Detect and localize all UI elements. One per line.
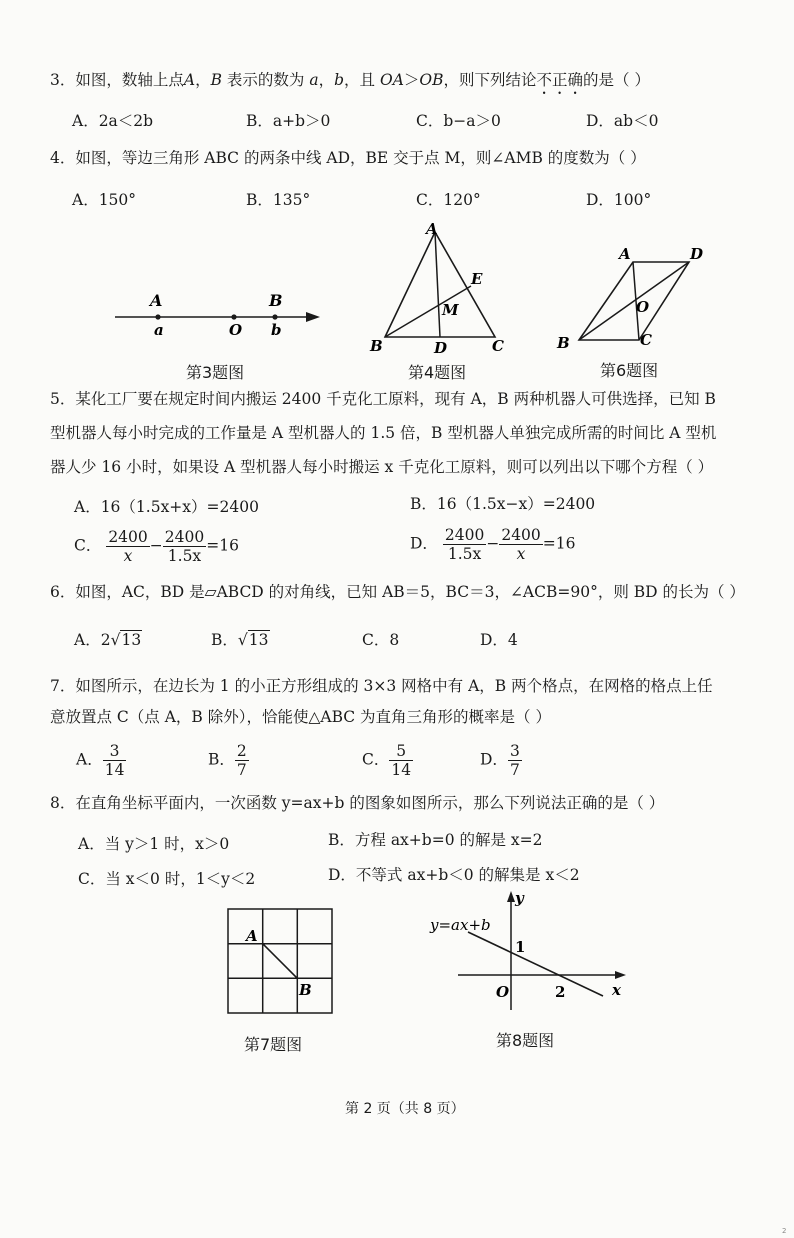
- q3-option-b: B．a+b＞0: [246, 112, 331, 130]
- fig3-label-A: A: [150, 291, 163, 310]
- fraction: $\frac{3}{7}$: [509, 742, 520, 779]
- point-b: [272, 314, 277, 319]
- fraction: $\frac{2400}{1.5x}$: [444, 526, 485, 563]
- q7-option-d: D． $\frac{3}{7}$: [480, 742, 520, 779]
- q5-line1: 5．某化工厂要在规定时间内搬运 2400 千克化工原料，现有 A，B 两种机器人可供选择，已知 B: [50, 390, 716, 408]
- q8-stem: 8．在直角坐标平面内，一次函数 y=ax+b 的图象如图所示，那么下列说法正确的是（ ）: [50, 794, 665, 812]
- fig8-tick-2: 2: [555, 983, 566, 1001]
- fig4-caption: 第4题图: [408, 363, 467, 382]
- function-line: [468, 932, 603, 996]
- fig8-graph: [420, 885, 630, 1015]
- q5-line3: 器人少 16 小时，如果设 A 型机器人每小时搬运 x 千克化工原料，则可以列出以下哪个方程（ ）: [50, 458, 714, 476]
- q4-option-c: C．120°: [416, 191, 481, 209]
- fig7-label-A: A: [246, 927, 258, 945]
- segment-ab: [263, 944, 298, 979]
- y-arrow-icon: [507, 891, 515, 902]
- fig3-label-a: a: [154, 321, 164, 339]
- q4-option-b: B．135°: [246, 191, 311, 209]
- fig4-label-B: B: [370, 337, 383, 355]
- fig8-tick-1: 1: [515, 938, 526, 956]
- q3-option-a: A．2a＜2b: [72, 112, 154, 130]
- fig4-label-D: D: [434, 339, 448, 357]
- arrow-head-icon: [306, 312, 320, 322]
- fig7-label-B: B: [299, 981, 312, 999]
- fig3-label-B: B: [269, 291, 283, 310]
- q5-option-a: A．16（1.5x+x）=2400: [74, 498, 259, 516]
- fig8-label-O: O: [496, 983, 510, 1001]
- fraction: $\frac{5}{14}$: [391, 742, 412, 779]
- fig6-caption: 第6题图: [600, 361, 659, 380]
- fig8-equation: y=ax+b: [430, 916, 491, 934]
- fig6-label-A: A: [619, 245, 631, 263]
- x-arrow-icon: [615, 971, 626, 979]
- q5-option-b: B．16（1.5x−x）=2400: [410, 495, 596, 513]
- q7-line2: 意放置点 C（点 A，B 除外），恰能使△ABC 为直角三角形的概率是（ ）: [50, 708, 551, 726]
- q8-option-b: B．方程 ax+b=0 的解是 x=2: [328, 831, 543, 849]
- q3-stem: 3．如图，数轴上点A，B 表示的数为 a，b，且 OA＞OB，则下列结论不正确的是（ ）: [50, 71, 650, 89]
- q7-option-b: B． $\frac{2}{7}$: [208, 742, 247, 779]
- q6-option-b: B．√13: [211, 631, 269, 649]
- fraction: $\frac{2}{7}$: [236, 742, 247, 779]
- fig6-label-C: C: [640, 331, 652, 349]
- q6-stem: 6．如图，AC，BD 是▱ABCD 的对角线，已知 AB＝5，BC＝3，∠ACB=90°，则 BD 的长为（ ）: [50, 583, 745, 601]
- median-ad: [435, 232, 440, 337]
- q5-option-d: D． $\frac{2400}{1.5x}$ − $\frac{2400}{x}$ =16: [410, 526, 576, 563]
- point-a: [155, 314, 160, 319]
- fraction: $\frac{2400}{1.5x}$: [164, 528, 205, 565]
- emphasis-text: 不正确: [536, 71, 584, 89]
- q3-option-c: C．b−a＞0: [416, 112, 501, 130]
- fig4-label-E: E: [471, 270, 483, 288]
- q4-option-a: A．150°: [72, 191, 137, 209]
- fraction: $\frac{2400}{x}$: [501, 526, 541, 563]
- fig7-grid: [220, 905, 340, 1020]
- corner-mark: 2: [782, 1227, 787, 1235]
- q6-option-c: C．8: [362, 631, 400, 649]
- q3-option-d: D．ab＜0: [586, 112, 659, 130]
- fig8-label-x: x: [612, 981, 621, 999]
- q8-option-d: D．不等式 ax+b＜0 的解集是 x＜2: [328, 866, 580, 884]
- q7-option-c: C． $\frac{5}{14}$: [362, 742, 412, 779]
- fig3-label-b: b: [271, 321, 282, 339]
- fig4-label-M: M: [442, 301, 459, 319]
- page-number-footer: 第 2 页（共 8 页）: [345, 1101, 465, 1117]
- q6-option-d: D．4: [480, 631, 518, 649]
- fig6-label-D: D: [690, 245, 704, 263]
- fig4-label-A: A: [426, 220, 438, 238]
- q7-line1: 7．如图所示，在边长为 1 的小正方形组成的 3×3 网格中有 A，B 两个格点，在网格的格点上任: [50, 677, 713, 695]
- fraction: $\frac{2400}{x}$: [108, 528, 148, 565]
- q7-option-a: A． $\frac{3}{14}$: [76, 742, 125, 779]
- q5-option-c: C． $\frac{2400}{x}$ − $\frac{2400}{1.5x}$ =16: [74, 528, 239, 565]
- q4-option-d: D．100°: [586, 191, 652, 209]
- point-origin: [231, 314, 236, 319]
- fig6-parallelogram: [552, 240, 712, 355]
- fig3-caption: 第3题图: [186, 363, 245, 382]
- q8-option-a: A．当 y＞1 时，x＞0: [78, 835, 230, 853]
- q4-stem: 4．如图，等边三角形 ABC 的两条中线 AD，BE 交于点 M，则∠AMB 的度数为（ ）: [50, 149, 646, 167]
- fig4-label-C: C: [492, 337, 504, 355]
- fig3-label-O: O: [229, 321, 243, 339]
- fraction: $\frac{3}{14}$: [104, 742, 125, 779]
- q6-option-a: A．2√13: [74, 631, 142, 649]
- fig8-caption: 第8题图: [496, 1031, 555, 1050]
- fig7-caption: 第7题图: [244, 1035, 303, 1054]
- fig6-label-O: O: [636, 298, 650, 316]
- fig4-triangle: [365, 218, 515, 358]
- fig8-label-y: y: [515, 889, 524, 907]
- q5-line2: 型机器人每小时完成的工作量是 A 型机器人的 1.5 倍，B 型机器人单独完成所需的时间比 A 型机: [50, 424, 717, 442]
- fig6-label-B: B: [557, 334, 570, 352]
- fig3-number-line: [110, 285, 330, 345]
- q8-option-c: C．当 x＜0 时，1＜y＜2: [78, 870, 256, 888]
